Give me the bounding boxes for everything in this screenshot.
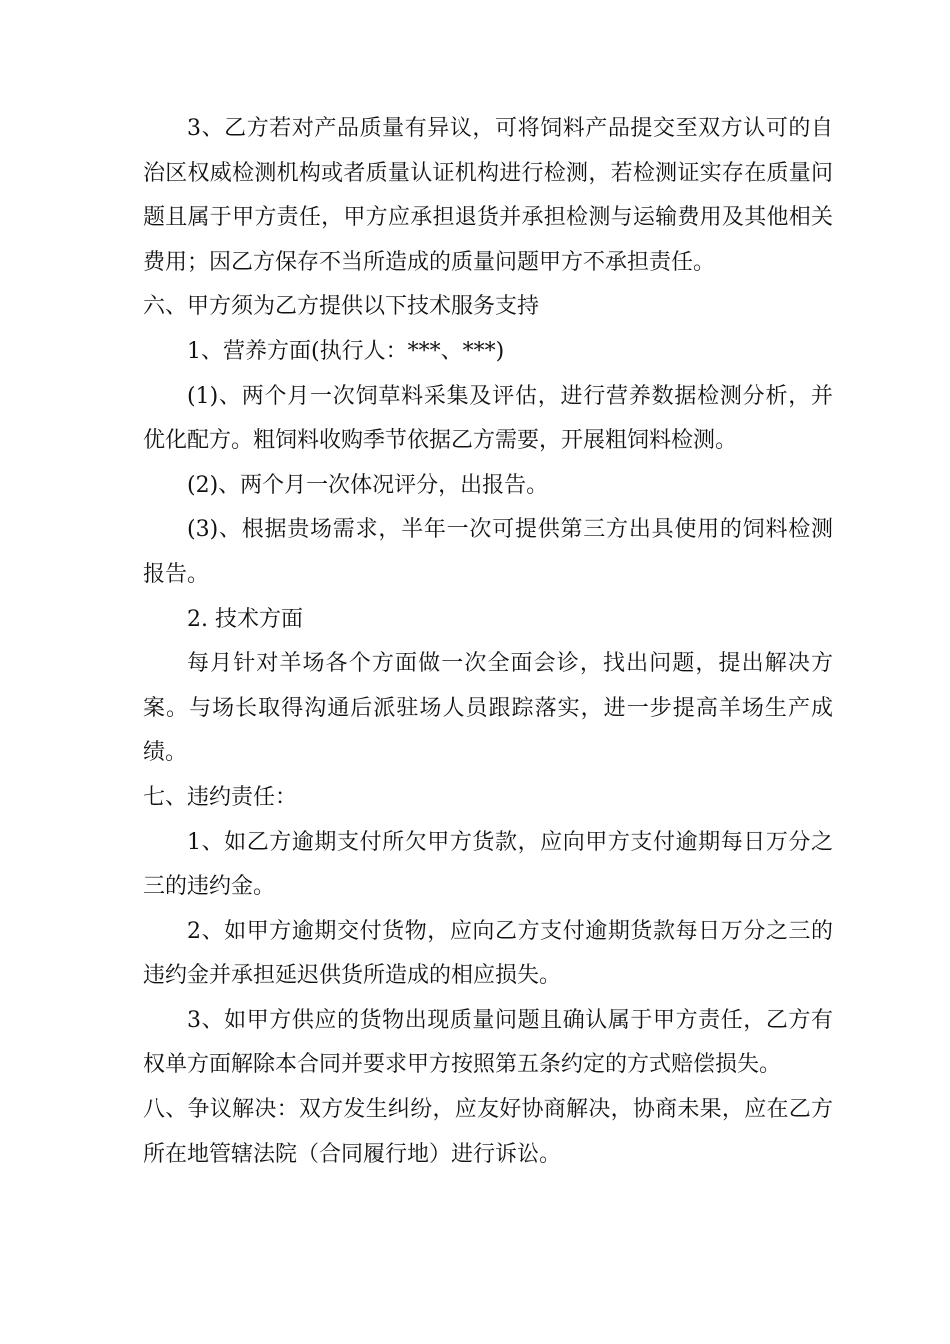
paragraph-technical-detail: 每月针对羊场各个方面做一次全面会诊，找出问题，提出解决方案。与场长取得沟通后派驻场人员跟踪落实，进一步提高羊场生产成绩。 [143, 651, 833, 766]
paragraph-nutrition-item-3: (3)、根据贵场需求，半年一次可提供第三方出具使用的饲料检测报告。 [143, 517, 833, 587]
paragraph-breach-item-3: 3、如甲方供应的货物出现质量问题且确认属于甲方责任，乙方有权单方面解除本合同并要求甲方按照第五条约定的方式赔偿损失。 [143, 1007, 833, 1078]
paragraph-nutrition-heading: 1、营养方面(执行人：***、***) [187, 338, 505, 364]
section-heading-tech-support: 六、甲方须为乙方提供以下技术服务支持 [143, 294, 540, 320]
section-heading-dispute: 八、争议解决：双方发生纠纷，应友好协商解决，协商未果，应在乙方所在地管辖法院（合同履行地）进行诉讼。 [143, 1097, 833, 1167]
document-body [143, 107, 833, 1177]
paragraph-nutrition-item-2: (2)、两个月一次体况评分，出报告。 [187, 472, 549, 498]
paragraph-quality-dispute: 3、乙方若对产品质量有异议，可将饲料产品提交至双方认可的自治区权威检测机构或者质量认证机构进行检测，若检测证实存在质量问题且属于甲方责任，甲方应承担退货并承担检测与运输费用及其他相关费用；因乙方保存不当所造成的质量问题甲方不承担责任。 [143, 116, 833, 275]
section-heading-breach: 七、违约责任： [143, 784, 298, 810]
paragraph-technical-heading: 2. 技术方面 [187, 606, 303, 632]
paragraph-nutrition-item-1: (1)、两个月一次饲草料采集及评估，进行营养数据检测分析，并优化配方。粗饲料收购季节依据乙方需要，开展粗饲料检测。 [143, 383, 833, 454]
paragraph-breach-item-2: 2、如甲方逾期交付货物，应向乙方支付逾期货款每日万分之三的违约金并承担延迟供货所造成的相应损失。 [143, 918, 833, 989]
paragraph-breach-item-1: 1、如乙方逾期支付所欠甲方货款，应向甲方支付逾期每日万分之三的违约金。 [143, 829, 833, 900]
